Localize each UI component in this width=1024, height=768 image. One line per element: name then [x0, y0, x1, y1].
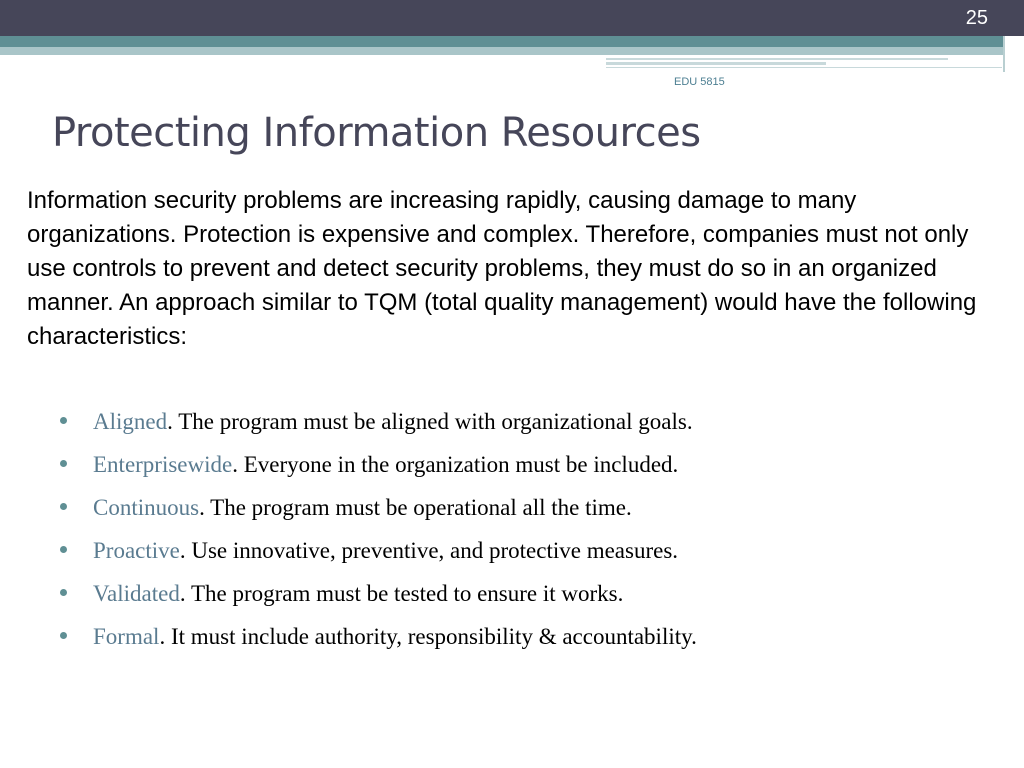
header-decor-line — [606, 67, 1002, 68]
intro-paragraph: Information security problems are increasing rapidly, causing damage to many organizations. Protection is expensive and complex. Therefore, companies must not only use controls to prevent and detect security problems, they must do so in an organized manner. An approach similar to TQM (total quality management) would have the following characteristics: — [27, 187, 977, 350]
bullet-term: Formal — [93, 624, 160, 649]
bullet-dot-icon — [60, 417, 67, 424]
bullet-term: Aligned — [93, 409, 168, 434]
bullet-term: Validated — [93, 581, 180, 606]
course-code: EDU 5815 — [674, 76, 725, 88]
characteristics-list — [60, 403, 980, 661]
header-decor-line — [606, 62, 826, 65]
bullet-term: Enterprisewide — [93, 452, 233, 477]
bullet-dot-icon — [60, 503, 67, 510]
header-vertical-line — [1003, 36, 1005, 72]
list-item — [60, 532, 980, 575]
bullet-text: . The program must be operational all the time. — [199, 495, 632, 520]
bullet-text: . The program must be aligned with organizational goals. — [167, 409, 693, 434]
header-decor-line — [606, 58, 948, 60]
header-teal-bar — [0, 36, 1003, 47]
list-item — [60, 446, 980, 489]
bullet-dot-icon — [60, 632, 67, 639]
bullet-text: . Everyone in the organization must be included. — [232, 452, 679, 477]
bullet-text: . The program must be tested to ensure it works. — [179, 581, 624, 606]
bullet-text: . It must include authority, responsibility & accountability. — [159, 624, 697, 649]
bullet-dot-icon — [60, 460, 67, 467]
header-dark-bar — [0, 0, 1024, 36]
bullet-dot-icon — [60, 589, 67, 596]
bullet-term: Continuous — [93, 495, 200, 520]
list-item — [60, 403, 980, 446]
bullet-dot-icon — [60, 546, 67, 553]
bullet-term: Proactive — [93, 538, 180, 563]
bullet-text: . Use innovative, preventive, and protective measures. — [179, 538, 679, 563]
header-light-bar — [0, 47, 1003, 55]
slide-title: Protecting Information Resources — [52, 110, 701, 156]
list-item — [60, 575, 980, 618]
list-item — [60, 489, 980, 532]
list-item — [60, 618, 980, 661]
slide-number: 25 — [965, 7, 988, 29]
